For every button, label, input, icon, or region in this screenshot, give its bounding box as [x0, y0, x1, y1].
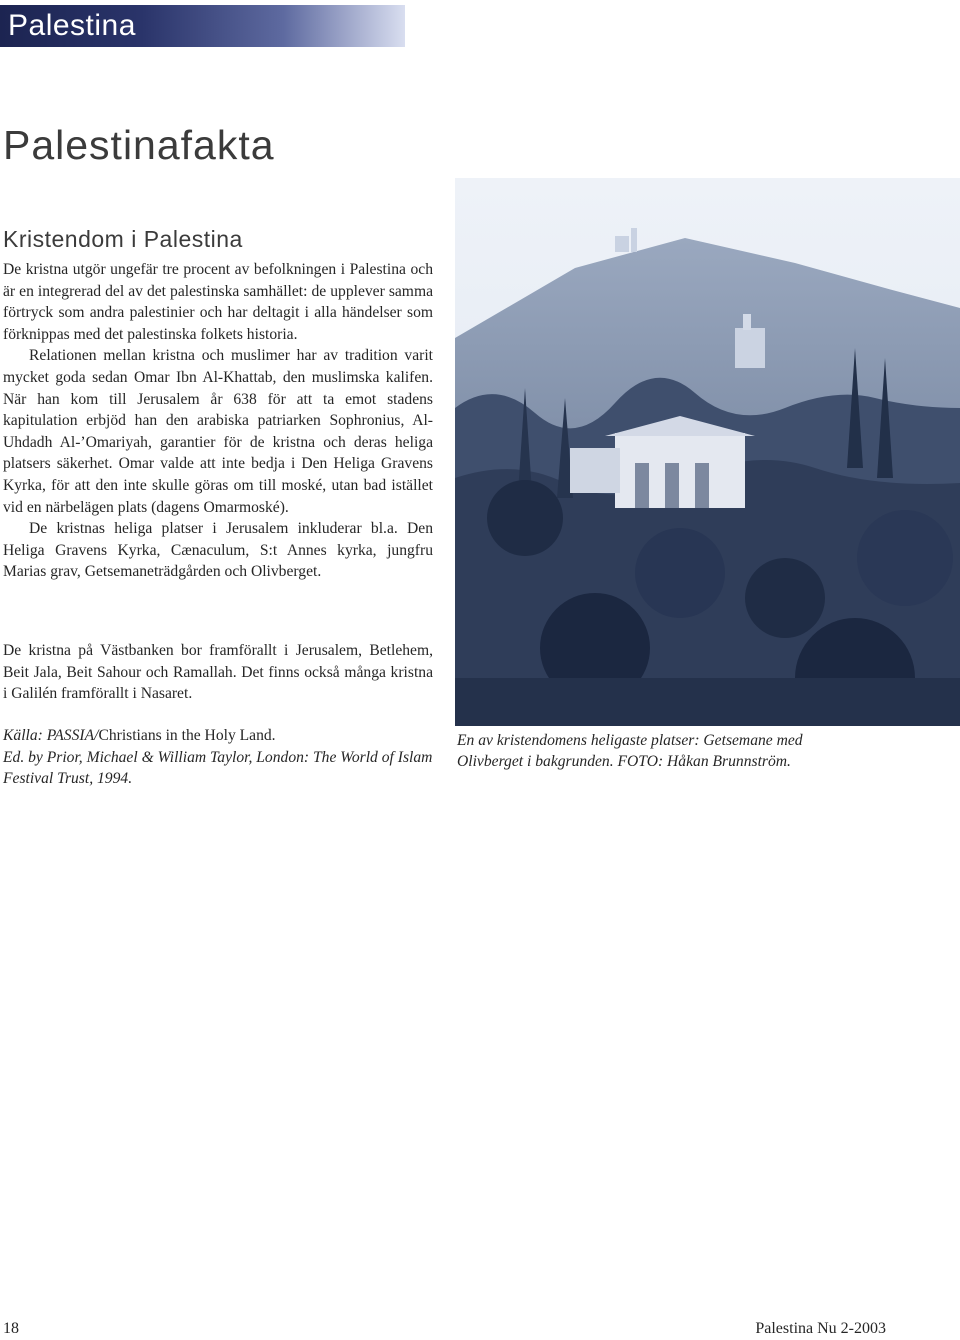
section-banner: [0, 5, 405, 47]
page-title: Palestinafakta: [3, 122, 275, 168]
section-label: Palestina: [8, 9, 136, 42]
article-body: [3, 259, 433, 583]
source-line: [3, 725, 433, 747]
source-title: Christians in the Holy Land.: [98, 727, 276, 744]
source-label: Källa: PASSIA/: [3, 727, 99, 744]
article-paragraph: De kristna utgör ungefär tre procent av befolkningen i Palestina och är en integrerad del av det palestinska samhället: de upplever samma förtryck som andra palestinier och har deltagit i alla händelser som förknippas med det palestinska folkets historia.: [3, 261, 433, 343]
publication-name: Palestina Nu 2-2003: [755, 1320, 886, 1337]
source-editors: Ed. by Prior, Michael & William Taylor, London: The World of Islam Festival Trust, 1994.: [3, 748, 433, 788]
article-body-continued: [3, 640, 433, 705]
section-heading: Kristendom i Palestina: [3, 226, 243, 252]
page-number: 18: [3, 1320, 19, 1337]
article-paragraph: Relationen mellan kristna och muslimer har av tradition varit mycket goda sedan Omar Ibn Al-Khattab, den muslimska kalifen. När han kom till Jerusalem år 638 för att ta emot stadens kapitulation erbjöd han den arabiska patriarken Sophronius, Al-Uhdadh Al-’Omariyah, garantier för de kristna och deras heliga platsers säkerhet. Omar valde att inte bedja i Den Heliga Gravens Kyrka, för att den inte skulle göras om till moské, utan bad istället vid en närbelägen plats (dagens Omarmoské).: [3, 347, 433, 516]
gethsemane-photo: [455, 178, 960, 726]
article-paragraph: De kristna på Västbanken bor framförallt i Jerusalem, Betlehem, Beit Jala, Beit Sahour och Ramallah. Det finns också många kristna i Galilén framförallt i Nasaret.: [3, 642, 433, 703]
photo-caption: En av kristendomens heligaste platser: Getsemane med Olivberget i bakgrunden. FOTO: Håkan Brunnström.: [457, 732, 803, 770]
article-paragraph: De kristnas heliga platser i Jerusalem inkluderar bl.a. Den Heliga Gravens Kyrka, Cænaculum, S:t Annes kyrka, jungfru Marias grav, Getsemaneträdgården och Olivberget.: [3, 520, 433, 581]
source-note: [3, 725, 433, 790]
